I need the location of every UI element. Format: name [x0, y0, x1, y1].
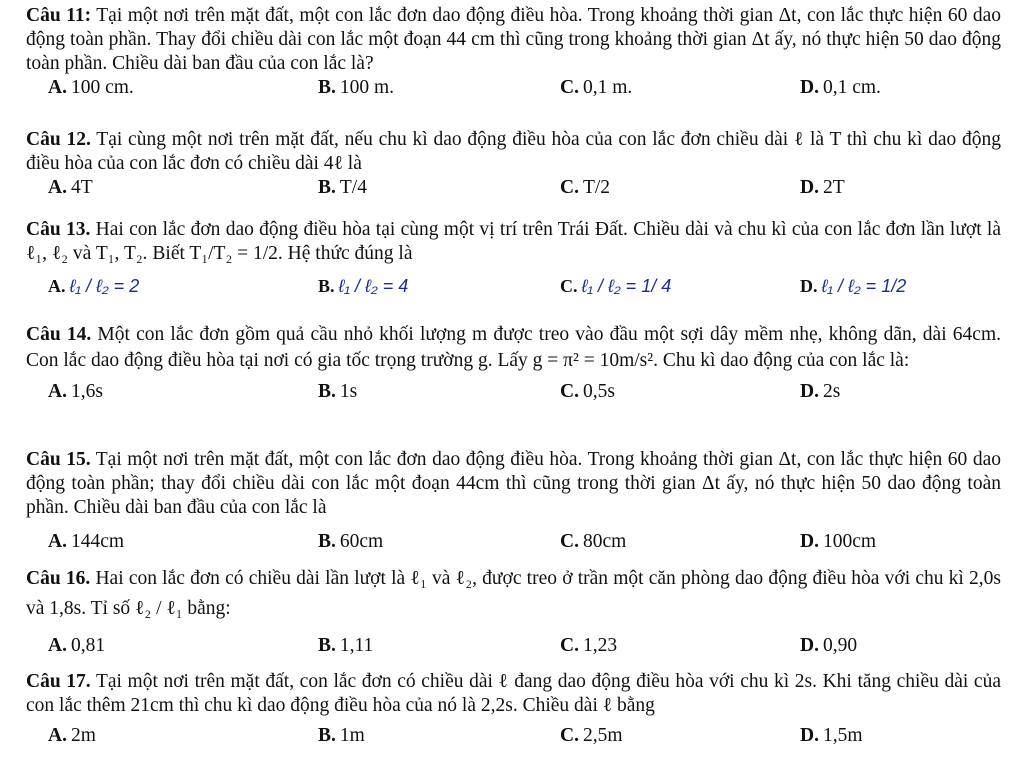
question-11 — [26, 4, 1001, 104]
question-14 — [26, 322, 1001, 408]
options-row — [26, 380, 1001, 408]
options-row — [26, 634, 1001, 662]
option-d: D. ℓ₁ / ℓ₂ = 1/2 — [800, 276, 907, 296]
question-stem — [26, 448, 1001, 520]
question-number: Câu 17. — [26, 671, 91, 692]
question-number: Câu 14. — [26, 324, 92, 345]
question-stem — [26, 218, 1001, 266]
question-17 — [26, 670, 1001, 752]
question-15 — [26, 448, 1001, 558]
option-b: B. 1,11 — [318, 635, 374, 656]
question-number: Câu 16. — [26, 568, 91, 589]
question-number: Câu 12. — [26, 129, 91, 150]
question-number: Câu 11: — [26, 5, 92, 26]
option-b: B. 1s — [318, 381, 358, 402]
option-a: A. 100 cm. — [48, 77, 134, 98]
option-d: D. 0,1 cm. — [800, 77, 881, 98]
option-d: D. 0,90 — [800, 635, 858, 656]
question-stem — [26, 128, 1001, 176]
question-text: Tại một nơi trên mặt đất, một con lắc đơn dao động điều hòa. Trong khoảng thời gian Δt, con lắc thực hiện 60 dao động toàn phần. Thay đổi chiều dài con lắc một đoạn 44 cm thì cũng trong khoảng thời gian Δt ấy, nó thực hiện 50 dao động toàn phần. Chiều dài ban đầu của con lắc là? — [26, 5, 1001, 74]
question-16 — [26, 564, 1001, 662]
option-c: C. 80cm — [560, 531, 627, 552]
option-a: A. 0,81 — [48, 635, 106, 656]
option-c: C. T/2 — [560, 177, 611, 198]
question-text: Hai con lắc đơn có chiều dài lần lượt là ℓ₁ và ℓ₂, được treo ở trần một căn phòng dao động điều hòa với chu kì 2,0s và 1,8s. Tỉ số ℓ₂ / ℓ₁ bằng: — [26, 568, 1002, 619]
question-stem — [26, 4, 1001, 76]
question-text: Hai con lắc đơn dao động điều hòa tại cùng một vị trí trên Trái Đất. Chiều dài và chu kì của con lắc đơn lần lượt là ℓ₁, ℓ₂ và T₁, T₂. Biết T₁/T₂ = 1/2. Hệ thức đúng là — [26, 219, 1002, 264]
options-row — [26, 274, 1001, 302]
question-text: Tại một nơi trên mặt đất, con lắc đơn có chiều dài ℓ đang dao động điều hòa với chu kì 2s. Khi tăng chiều dài của con lắc thêm 21cm thì chu kì dao động điều hòa của nó là 2,2s. Chiều dài ℓ bằng — [26, 671, 1001, 716]
option-c: C. ℓ₁ / ℓ₂ = 1/ 4 — [560, 276, 672, 296]
options-row — [26, 76, 1001, 104]
option-a: A. 4T — [48, 177, 93, 198]
question-13 — [26, 218, 1001, 302]
option-a: A. 144cm — [48, 531, 125, 552]
question-12 — [26, 128, 1001, 204]
option-a: A. ℓ₁ / ℓ₂ = 2 — [48, 276, 140, 296]
option-b: B. 60cm — [318, 531, 384, 552]
question-number: Câu 15. — [26, 449, 91, 470]
option-d: D. 2s — [800, 381, 841, 402]
option-b: B. ℓ₁ / ℓ₂ = 4 — [318, 276, 409, 296]
options-row — [26, 176, 1001, 204]
question-text: Tại cùng một nơi trên mặt đất, nếu chu kì dao động điều hòa của con lắc đơn chiều dài ℓ là T thì chu kì dao động điều hòa của con lắc đơn có chiều dài 4ℓ là — [26, 129, 1002, 174]
option-a: A. 1,6s — [48, 381, 103, 402]
question-text: Một con lắc đơn gồm quả cầu nhỏ khối lượng m được treo vào đầu một sợi dây mềm nhẹ, không dãn, dài 64cm. Con lắc dao động điều hòa tại nơi có gia tốc trọng trường g. Lấy g = π² = 10m/s². Chu kì dao động của con lắc là: — [26, 324, 1001, 371]
option-c: C. 2,5m — [560, 725, 623, 746]
question-stem — [26, 322, 1001, 374]
option-c: C. 1,23 — [560, 635, 618, 656]
option-c: C. 0,5s — [560, 381, 615, 402]
question-stem — [26, 670, 1001, 718]
option-d: D. 100cm — [800, 531, 877, 552]
option-a: A. 2m — [48, 725, 96, 746]
option-d: D. 2T — [800, 177, 845, 198]
option-b: B. 1m — [318, 725, 365, 746]
question-text: Tại một nơi trên mặt đất, một con lắc đơn dao động điều hòa. Trong khoảng thời gian Δt, con lắc thực hiện 60 dao động toàn phần; thay đổi chiều dài con lắc một đoạn 44cm thì cũng trong thời gian Δt ấy, nó thực hiện 50 dao động toàn phần. Chiều dài ban đầu của con lắc là — [26, 449, 1001, 518]
option-c: C. 0,1 m. — [560, 77, 633, 98]
question-number: Câu 13. — [26, 219, 91, 240]
options-row — [26, 530, 1001, 558]
option-d: D. 1,5m — [800, 725, 863, 746]
option-b: B. 100 m. — [318, 77, 395, 98]
question-stem — [26, 564, 1001, 624]
option-b: B. T/4 — [318, 177, 367, 198]
options-row — [26, 724, 1001, 752]
